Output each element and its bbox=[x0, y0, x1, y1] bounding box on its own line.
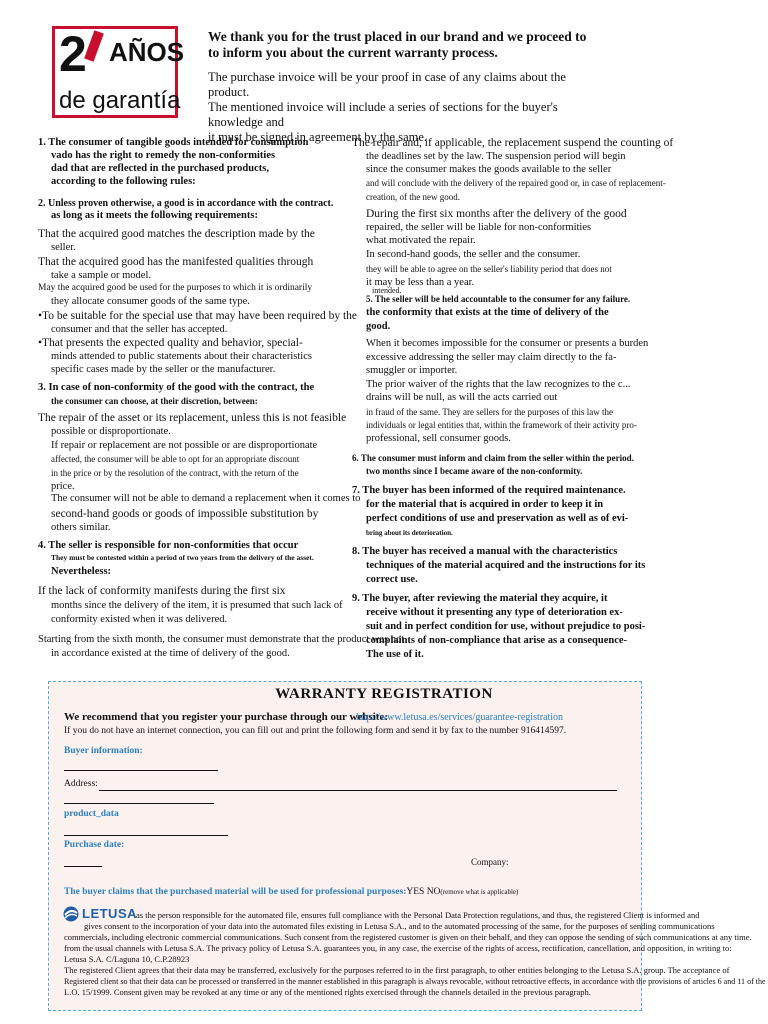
rule-3-item: The consumer will not be able to demand a replacement when it comes to bbox=[51, 493, 361, 504]
rule-6-line: two months since I became aware of the non-conformity. bbox=[366, 466, 583, 476]
rule-8: 8. The buyer has received a manual with the characteristics bbox=[352, 546, 618, 557]
rule-1-line: vado has the right to remedy the non-conformities bbox=[51, 150, 276, 161]
purchase-date-label: Purchase date: bbox=[64, 840, 125, 850]
rule-3-item: price. bbox=[51, 481, 75, 492]
intro-line: The purchase invoice will be your proof in case of any claims about the product. bbox=[208, 70, 566, 99]
yes-no-options[interactable]: YES NO bbox=[406, 887, 441, 897]
rule-2-item: consumer and that the seller has accepted. bbox=[51, 324, 228, 335]
rule-3-item: possible or disproportionate. bbox=[51, 426, 171, 437]
rule-7-line: perfect conditions of use and preservation as well as of evi- bbox=[366, 513, 629, 524]
legal-line: gives consent to the incorporation of your data into the automated files existing in Letusa S.A., and to the automated processing of the same, for the purposes of sending communications bbox=[84, 921, 715, 931]
repair-text: and will conclude with the delivery of the repaired good or, in case of replacement- bbox=[366, 178, 666, 188]
rule-2-item: take a sample or model. bbox=[51, 270, 152, 281]
rule-4: 4. The seller is responsible for non-conformities that occur bbox=[38, 540, 299, 551]
legal-line: Registered client so that their data can be processed or transferred in the manner established in this paragraph is always revocable, without retroactive effects, in accordance with the provisions of articles 6 and 11 of the bbox=[64, 976, 766, 986]
product-data-field[interactable] bbox=[64, 835, 228, 836]
repair-text: During the first six months after the delivery of the good bbox=[366, 208, 627, 220]
rule-5-item: in fraud of the same. They are sellers for the purposes of this law the bbox=[366, 407, 614, 417]
rule-5-item: The prior waiver of the rights that the law recognizes to the c... bbox=[366, 379, 631, 390]
rule-5-item: When it becomes impossible for the consumer or presents a burden bbox=[366, 338, 649, 349]
professional-text: The buyer claims that the purchased material will be used for professional purposes: bbox=[64, 887, 407, 897]
intro-line: it must be signed in agreement by the same. bbox=[208, 130, 428, 144]
logo-number: 2 bbox=[59, 26, 84, 82]
rule-5-item: smuggler or importer. bbox=[366, 365, 458, 376]
rule-5: 5. The seller will be held accountable to the consumer for any failure. bbox=[366, 294, 631, 304]
recommend-text: We recommend that you register your purchase through our website: bbox=[64, 711, 388, 723]
product-data-label: product_data bbox=[64, 809, 119, 819]
legal-line: commercials, including electronic commercial communications. Such consent from the registered customer is given on their behalf, and they can oppose the sending of such communications at any time. bbox=[64, 932, 752, 942]
rule-2-item: That the acquired good has the manifested qualities through bbox=[38, 256, 314, 268]
rule-6: 6. The consumer must inform and claim from the seller within the period. bbox=[352, 453, 634, 463]
rule-2-item: minds attended to public statements about their characteristics bbox=[51, 351, 312, 362]
rule-7-line: for the material that is acquired in order to keep it in bbox=[366, 499, 604, 510]
rule-4-item: If the lack of conformity manifests during the first six bbox=[38, 585, 286, 597]
repair-text: creation, of the new good. bbox=[366, 192, 460, 202]
logo-garantia: de garantía bbox=[59, 87, 181, 114]
intro-line: The mentioned invoice will include a series of sections for the buyer's knowledge and bbox=[208, 100, 558, 129]
address-field[interactable] bbox=[99, 790, 617, 791]
no-internet-text: If you do not have an internet connection, you can fill out and print the following form and send it by fax to the number 916414597. bbox=[64, 726, 567, 736]
rule-9-line: The use of it. bbox=[366, 649, 424, 660]
remove-note: (remove what is applicable) bbox=[440, 888, 519, 896]
letusa-wordmark: LETUSA bbox=[82, 906, 137, 921]
rule-5-line: the conformity that exists at the time of delivery of the bbox=[366, 307, 609, 318]
warranty-logo bbox=[52, 26, 185, 118]
rule-7-line: bring about its deterioration. bbox=[366, 529, 453, 537]
rule-4-item: conformity existed when it was delivered. bbox=[51, 614, 228, 625]
rule-3-item: in the price or by the resolution of the contract, with the return of the bbox=[51, 468, 299, 478]
rule-2-item: That the acquired good matches the description made by the bbox=[38, 228, 315, 240]
rule-3: 3. In case of non-conformity of the good with the contract, the bbox=[38, 382, 315, 393]
letusa-swirl-icon bbox=[62, 906, 80, 922]
letusa-logo bbox=[62, 906, 137, 922]
repair-text: In second-hand goods, the seller and the consumer. bbox=[366, 249, 581, 260]
rule-2-item: seller. bbox=[51, 242, 76, 253]
rule-2-line: as long as it meets the following requirements: bbox=[51, 210, 258, 221]
legal-line: from the usual channels with Letusa S.A. The privacy policy of Letusa S.A. guarantees you, in any case, the exercise of the rights of access, rectification, cancellation, and opposition, in writing to: bbox=[64, 943, 732, 953]
legal-line: Letusa S.A. C/Laguna 10, C.P.28923 bbox=[64, 954, 190, 964]
rule-5-item: drains will be null, as will the acts carried out bbox=[366, 392, 558, 403]
rule-1-line: dad that are reflected in the purchased products, bbox=[51, 163, 269, 174]
rule-3-item: The repair of the asset or its replacement, unless this is not feasible bbox=[38, 412, 347, 424]
rule-3-item: affected, the consumer will be able to opt for an appropriate discount bbox=[51, 454, 300, 464]
rule-4-line: Nevertheless: bbox=[51, 566, 112, 577]
page-title bbox=[208, 29, 598, 61]
purchase-date-field[interactable] bbox=[64, 866, 102, 867]
logo-anos: AÑOS bbox=[109, 37, 185, 67]
rule-1: 1. The consumer of tangible goods intended for consumption bbox=[38, 137, 309, 148]
registration-link[interactable]: http://www.letusa.es/services/guarantee-registration bbox=[356, 712, 564, 723]
rule-9: 9. The buyer, after reviewing the material they acquire, it bbox=[352, 593, 608, 604]
rule-4-item: Starting from the sixth month, the consumer must demonstrate that the product was not bbox=[38, 634, 405, 645]
rule-2-item: specific cases made by the seller or the manufacturer. bbox=[51, 364, 276, 375]
rule-2-item: intended. bbox=[372, 286, 402, 295]
rule-2-item: they allocate consumer goods of the same type. bbox=[51, 296, 250, 307]
rule-5-item: professional, sell consumer goods. bbox=[366, 433, 511, 444]
rule-3-item: second-hand goods or goods of impossible substitution by bbox=[51, 508, 319, 520]
repair-text: what motivated the repair. bbox=[366, 235, 476, 246]
rule-4-item: months since the delivery of the item, it is presumed that such lack of bbox=[51, 600, 343, 611]
rule-3-line: the consumer can choose, at their discretion, between: bbox=[51, 396, 258, 406]
title-line: We thank you for the trust placed in our brand and we proceed to bbox=[208, 29, 587, 44]
professional-question bbox=[64, 887, 518, 897]
repair-text: repaired, the seller will be liable for non-conformities bbox=[366, 222, 592, 233]
rule-5-item: individuals or legal entities that, within the framework of their activity pro- bbox=[366, 420, 637, 430]
rule-9-line: complaints of non-compliance that arise as a consequence- bbox=[366, 635, 628, 646]
repair-text: The repair and, if applicable, the replacement suspend the counting of bbox=[352, 137, 674, 149]
rule-4-item: in accordance existed at the time of delivery of the good. bbox=[51, 648, 290, 659]
registration-title: WARRANTY REGISTRATION bbox=[275, 686, 493, 702]
rule-9-line: suit and in perfect condition for use, without prejudice to posi- bbox=[366, 621, 646, 632]
repair-text: it may be less than a year. bbox=[366, 277, 475, 288]
buyer-name-field[interactable] bbox=[64, 770, 218, 771]
rule-8-line: techniques of the material acquired and the instructions for its bbox=[366, 560, 646, 571]
rule-2-item: •That presents the expected quality and behavior, special- bbox=[38, 337, 303, 349]
rule-4-line: They must be contested within a period of two years from the delivery of the asset. bbox=[51, 553, 314, 562]
buyer-info-label: Buyer information: bbox=[64, 746, 143, 756]
rule-3-item: others similar. bbox=[51, 522, 111, 533]
rule-5-line: good. bbox=[366, 321, 391, 332]
rule-1-line: according to the following rules: bbox=[51, 176, 196, 187]
rule-5-item: excessive addressing the seller may claim directly to the fa- bbox=[366, 352, 617, 363]
title-line: to inform you about the current warranty process. bbox=[208, 45, 498, 60]
logo-check-icon bbox=[84, 30, 104, 62]
repair-text: the deadlines set by the law. The suspension period will begin bbox=[366, 151, 626, 162]
rule-9-line: receive without it presenting any type of deterioration ex- bbox=[366, 607, 623, 618]
rule-2: 2. Unless proven otherwise, a good is in accordance with the contract. bbox=[38, 198, 334, 209]
repair-text: they will be able to agree on the seller's liability period that does not bbox=[366, 264, 612, 274]
company-label: Company: bbox=[471, 857, 509, 867]
rule-2-item: May the acquired good be used for the purposes to which it is ordinarily bbox=[38, 283, 313, 293]
rule-7: 7. The buyer has been informed of the required maintenance. bbox=[352, 485, 626, 496]
repair-text: since the consumer makes the goods available to the seller bbox=[366, 164, 612, 175]
intro-text bbox=[208, 70, 608, 145]
rule-8-line: correct use. bbox=[366, 574, 418, 585]
address-label: Address: bbox=[64, 779, 98, 789]
address-field-2[interactable] bbox=[64, 803, 214, 804]
rule-3-item: If repair or replacement are not possible or are disproportionate bbox=[51, 440, 318, 451]
legal-line: The registered Client agrees that their data may be transferred, exclusively for the purposes referred to in the first paragraph, to other entities belonging to the Letusa S.A. group. The acceptance of bbox=[64, 965, 730, 975]
rule-2-item: •To be suitable for the special use that may have been required by the bbox=[38, 310, 358, 322]
legal-line: as the person responsible for the automated file, ensures full compliance with the Personal Data Protection regulations, and thus, the registered Client is informed and bbox=[136, 910, 700, 920]
legal-line: L.O. 15/1999. Consent given may be revoked at any time or any of the mentioned rights exercised through the channels detailed in the previous paragraph. bbox=[64, 987, 591, 997]
